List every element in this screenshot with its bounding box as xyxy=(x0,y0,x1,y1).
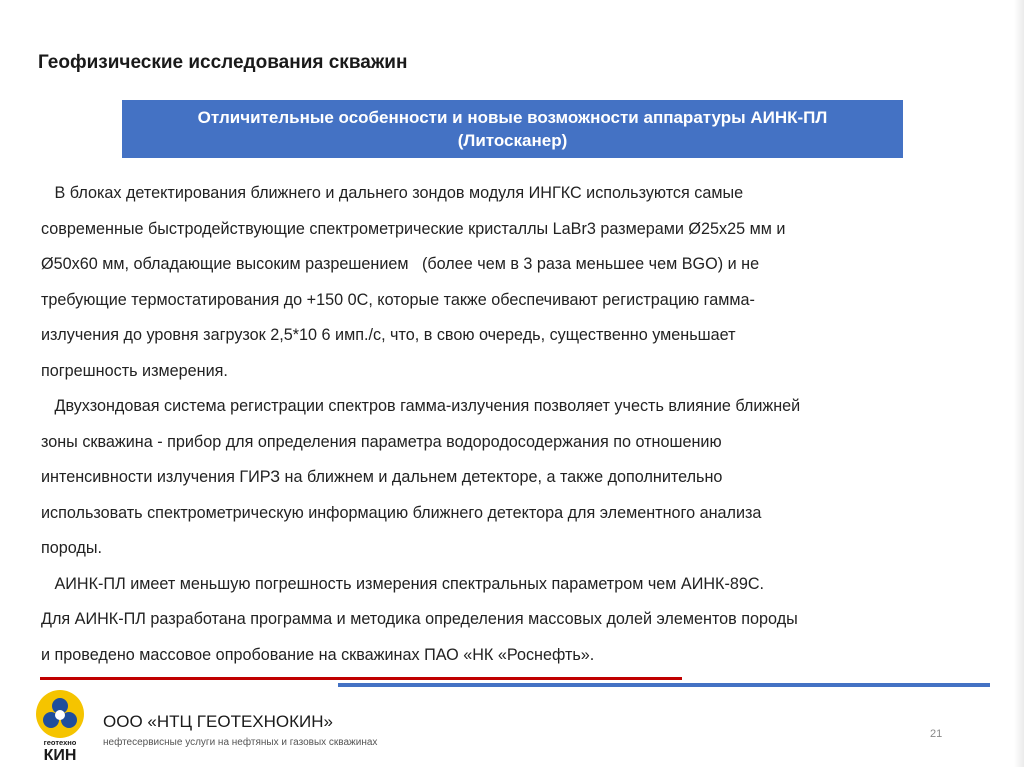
footer-divider-blue xyxy=(338,683,990,687)
body-line: требующие термостатирования до +150 0С, которые также обеспечивают регистрацию гамма- xyxy=(41,290,755,309)
company-tagline: нефтесервисные услуги на нефтяных и газовых скважинах xyxy=(103,737,378,748)
slide-title: Геофизические исследования скважин xyxy=(38,52,408,73)
banner-line-2: (Литосканер) xyxy=(457,131,568,150)
body-line: современные быстродействующие спектрометрические кристаллы LaBr3 размерами Ø25х25 мм и xyxy=(41,219,786,238)
company-name: ООО «НТЦ ГЕОТЕХНОКИН» xyxy=(103,712,333,731)
body-line: Ø50х60 мм, обладающие высоким разрешением (более чем в 3 раза меньшее чем BGO) и не xyxy=(41,255,760,273)
body-line: использовать спектрометрическую информацию ближнего детектора для элементного анализа xyxy=(41,503,762,522)
company-logo xyxy=(30,687,90,763)
body-text xyxy=(41,176,981,673)
section-banner xyxy=(122,100,903,158)
body-line: В блоках детектирования ближнего и дальнего зондов модуля ИНГКС используются самые xyxy=(41,184,744,202)
slide-edge-shadow xyxy=(1014,0,1024,767)
banner-line-1: Отличительные особенности и новые возможности аппаратуры АИНК-ПЛ xyxy=(197,108,828,127)
logo-text-top: геотехно xyxy=(43,738,77,747)
body-line: Двухзондовая система регистрации спектров гамма-излучения позволяет учесть влияние ближней xyxy=(41,397,801,415)
body-line: интенсивности излучения ГИРЗ на ближнем и дальнем детекторе, а также дополнительно xyxy=(41,468,723,486)
body-line: погрешность измерения. xyxy=(41,361,228,380)
logo-text-bottom: КИН xyxy=(43,747,77,763)
body-line: излучения до уровня загрузок 2,5*10 6 имп./с, что, в свою очередь, существенно уменьшает xyxy=(41,326,736,344)
footer-divider-red xyxy=(40,677,682,680)
body-line: зоны скважина - прибор для определения параметра водородосодержания по отношению xyxy=(41,432,722,451)
body-line: и проведено массовое опробование на скважинах ПАО «НК «Роснефть». xyxy=(41,645,595,664)
body-line: породы. xyxy=(41,539,102,557)
body-line: АИНК-ПЛ имеет меньшую погрешность измерения спектральных параметром чем АИНК-89С. xyxy=(41,574,765,593)
body-line: Для АИНК-ПЛ разработана программа и методика определения массовых долей элементов породы xyxy=(41,610,798,628)
page-number: 21 xyxy=(930,728,943,740)
